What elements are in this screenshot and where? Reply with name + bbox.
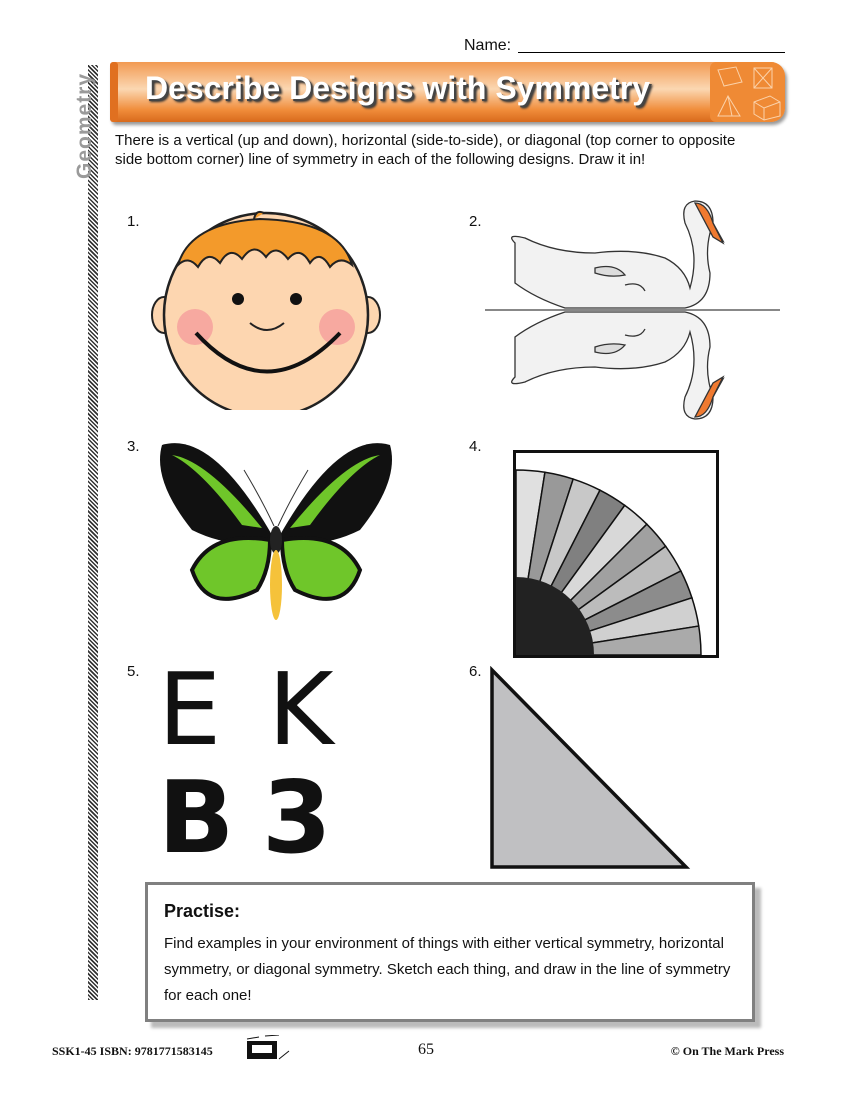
hatched-margin-strip — [88, 65, 98, 1000]
geometry-shapes-icon — [710, 62, 785, 122]
item-number: 4. — [469, 438, 482, 455]
right-triangle-image — [488, 666, 692, 872]
practise-title: Practise: — [164, 901, 241, 921]
practise-box — [145, 882, 755, 1022]
page-title: Describe Designs with Symmetry — [145, 70, 651, 106]
fan-quarter-circle-image — [513, 450, 719, 658]
instructions: There is a vertical (up and down), horizontal (side-to-side), or diagonal (top corner to opposite side bottom corner) line of symmetry in each of the following designs. Draw it in! — [115, 132, 736, 168]
letter-b: B — [158, 759, 235, 876]
item-number: 1. — [127, 213, 140, 230]
practise-text: Find examples in your environment of things with either vertical symmetry, horizontal symmetry, or diagonal symmetry. Sketch each thing, and draw in the line of symmetry for each one! — [164, 935, 731, 1004]
item-number: 3. — [127, 438, 140, 455]
butterfly-image — [152, 440, 400, 625]
name-label: Name: — [464, 37, 512, 54]
copyright: © On The Mark Press — [670, 1044, 784, 1058]
item-number: 5. — [127, 663, 140, 680]
digit-3: 3 — [262, 759, 332, 876]
name-field[interactable] — [518, 52, 785, 53]
footer-code: SSK1-45 ISBN: 9781771583145 — [52, 1044, 213, 1058]
letter-k: K — [268, 651, 334, 768]
side-label: Geometry — [73, 72, 96, 179]
item-number: 6. — [469, 663, 482, 680]
publisher-logo-icon — [245, 1035, 295, 1061]
swan-reflection-image — [485, 193, 780, 428]
item-number: 2. — [469, 213, 482, 230]
boy-face-image — [150, 205, 382, 410]
page-number: 65 — [418, 1041, 434, 1058]
letter-e: E — [158, 651, 222, 768]
